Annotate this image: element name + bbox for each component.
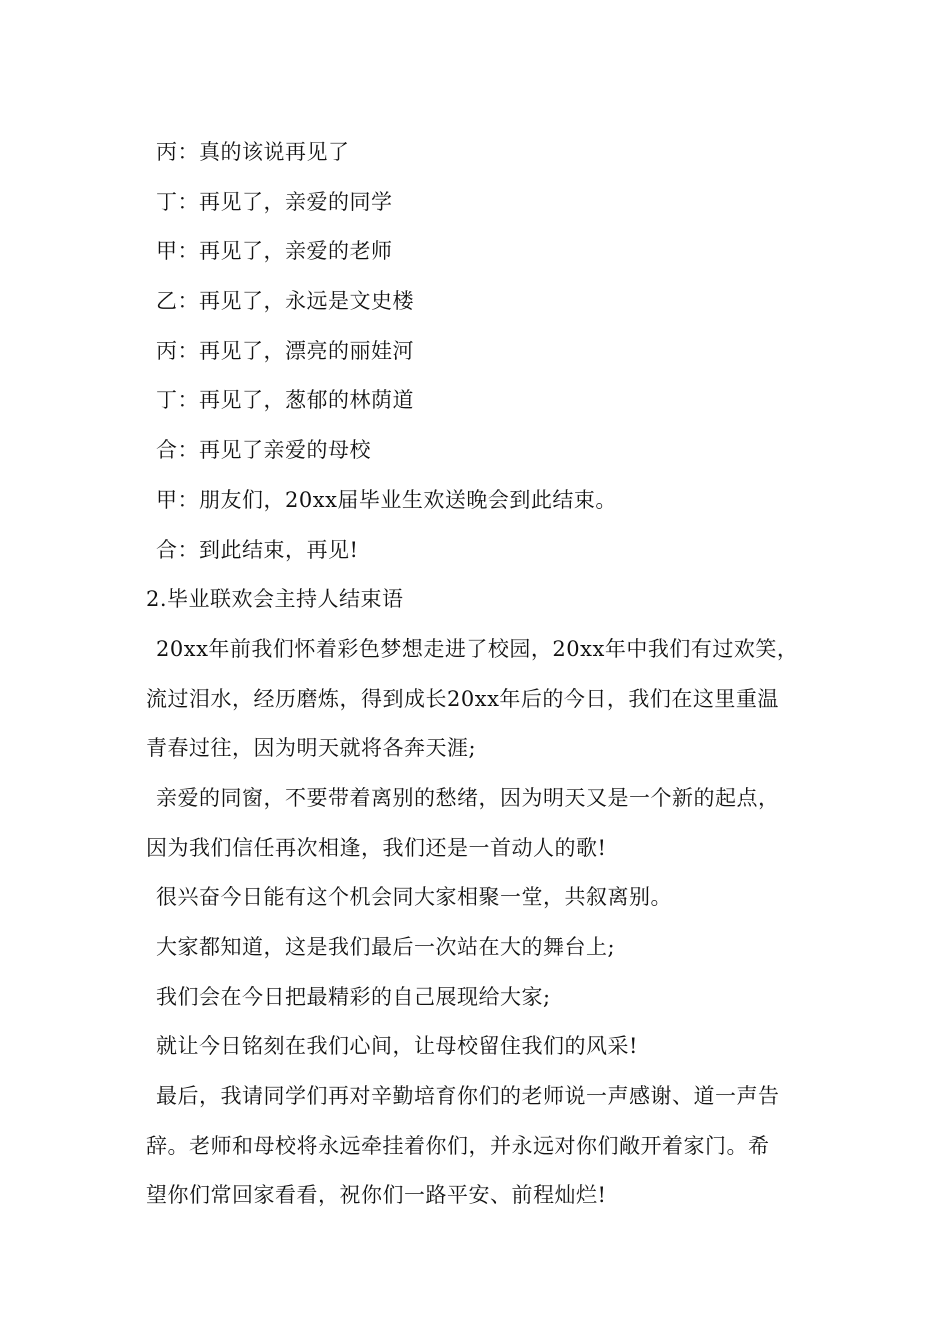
dialogue-line: 合：再见了亲爱的母校 <box>156 438 371 463</box>
paragraph-line: 亲爱的同窗，不要带着离别的愁绪，因为明天又是一个新的起点， <box>156 785 780 810</box>
document-body <box>146 128 826 1221</box>
paragraph-line: 流过泪水，经历磨炼，得到成长20xx年后的今日，我们在这里重温 <box>146 686 779 711</box>
paragraph-line: 望你们常回家看看，祝你们一路平安、前程灿烂! <box>146 1183 607 1208</box>
dialogue-line: 乙：再见了，永远是文史楼 <box>156 289 414 314</box>
dialogue-line: 丙：真的该说再见了 <box>156 140 350 164</box>
paragraph-line: 辞。老师和母校将永远牵挂着你们，并永远对你们敞开着家门。希 <box>146 1133 770 1158</box>
dialogue-line: 甲：朋友们，20xx届毕业生欢送晚会到此结束。 <box>156 487 617 512</box>
paragraph-line: 我们会在今日把最精彩的自己展现给大家; <box>156 984 551 1009</box>
paragraph-line: 大家都知道，这是我们最后一次站在大的舞台上; <box>156 935 616 959</box>
paragraph-line: 20xx年前我们怀着彩色梦想走进了校园，20xx年中我们有过欢笑， <box>156 636 799 661</box>
paragraph-line: 就让今日铭刻在我们心间，让母校留住我们的风采! <box>156 1034 638 1059</box>
section-heading: 2.毕业联欢会主持人结束语 <box>146 587 404 612</box>
paragraph-line: 很兴奋今日能有这个机会同大家相聚一堂，共叙离别。 <box>156 885 672 910</box>
paragraph-line: 因为我们信任再次相逢，我们还是一首动人的歌! <box>146 835 607 860</box>
paragraph-line: 青春过往，因为明天就将各奔天涯; <box>146 736 477 761</box>
dialogue-line: 合：到此结束，再见! <box>156 537 359 562</box>
dialogue-line: 丁：再见了，亲爱的同学 <box>156 189 393 214</box>
dialogue-line: 丁：再见了，葱郁的林荫道 <box>156 388 414 413</box>
paragraph-line: 最后，我请同学们再对辛勤培育你们的老师说一声感谢、道一声告 <box>156 1084 780 1109</box>
dialogue-line: 甲：再见了，亲爱的老师 <box>156 239 393 264</box>
dialogue-line: 丙：再见了，漂亮的丽娃河 <box>156 338 414 363</box>
